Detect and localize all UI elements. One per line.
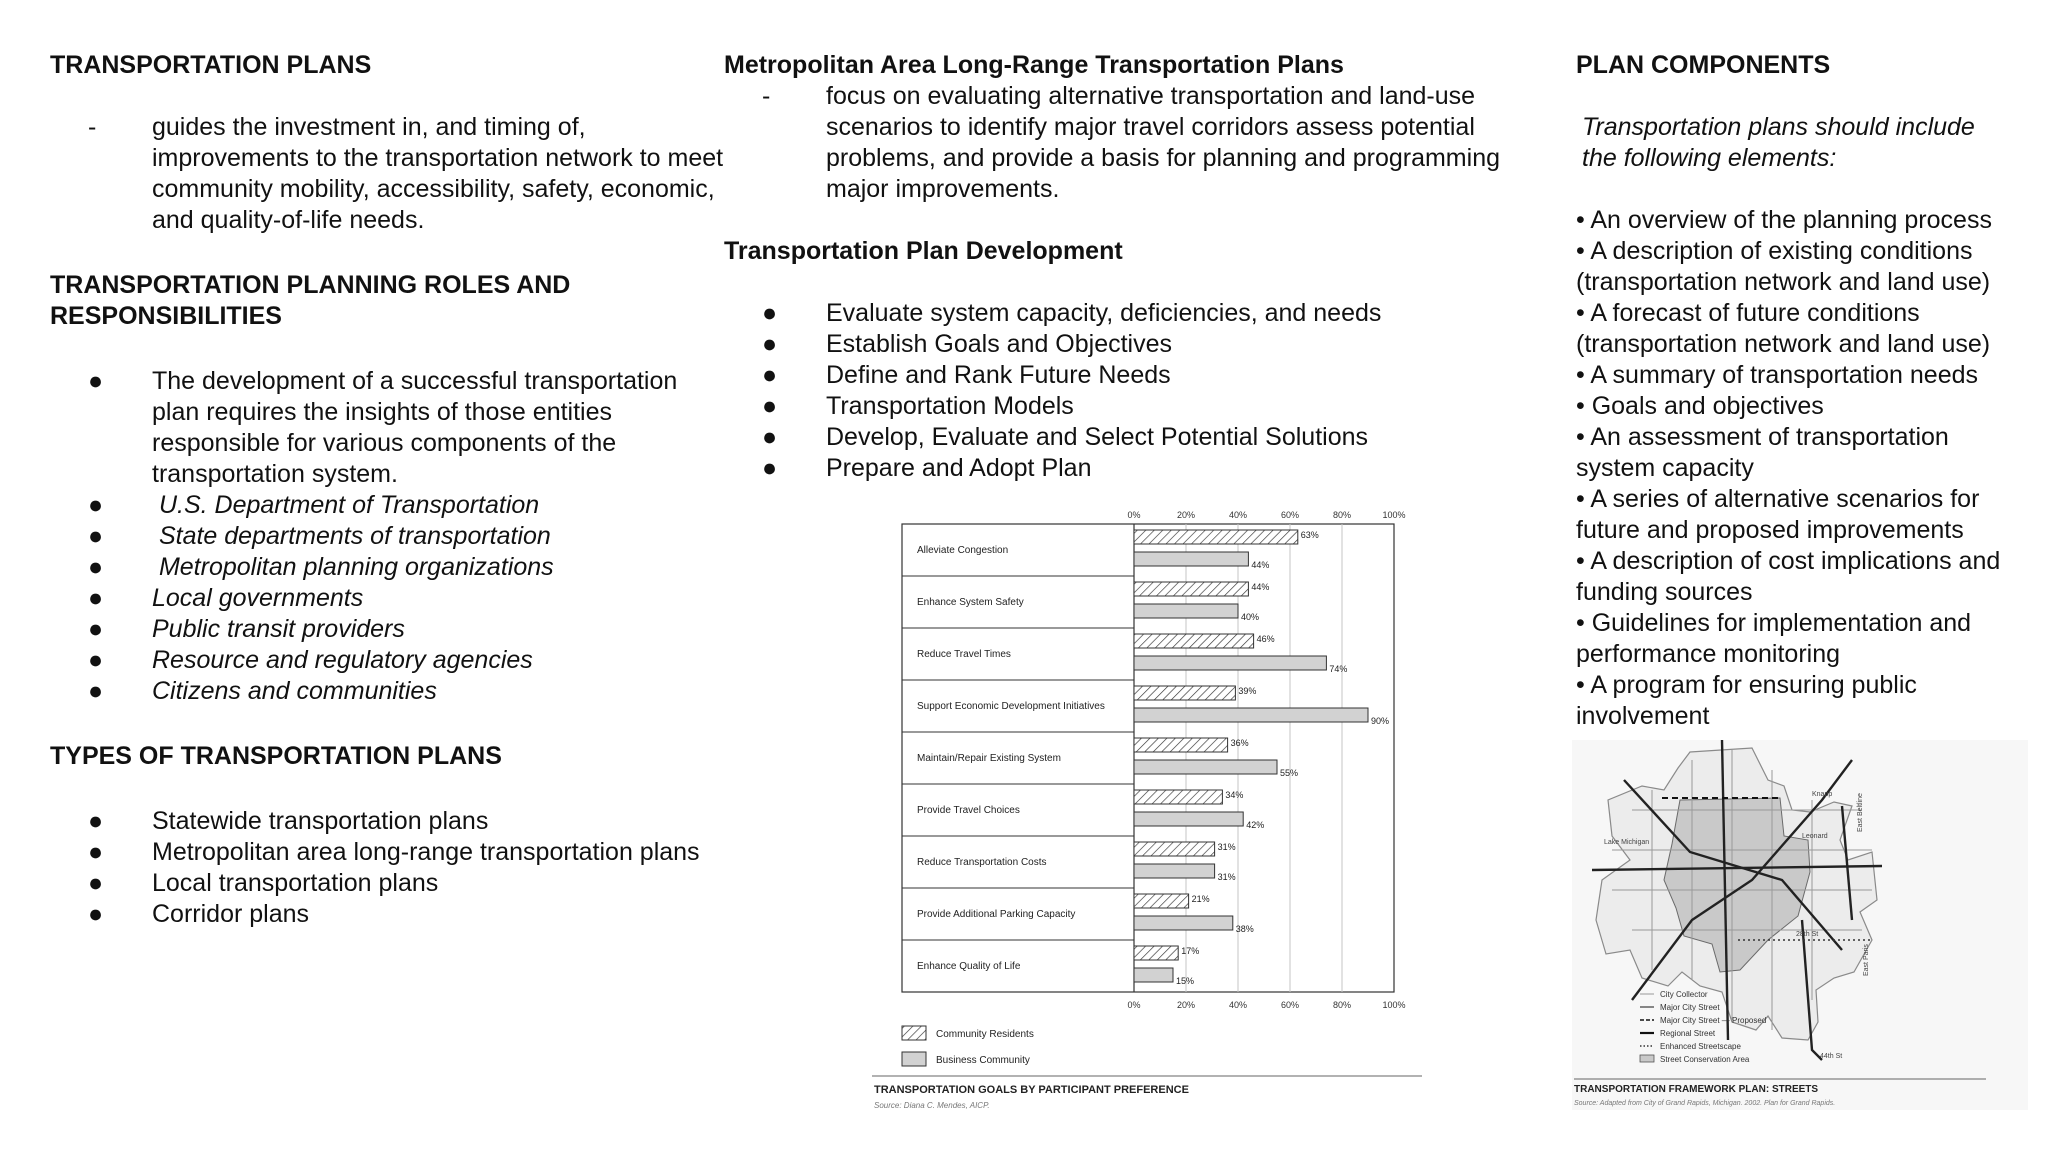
x-tick-label-bottom: 100%: [1382, 1000, 1406, 1010]
list-item: [50, 676, 730, 707]
bullet-marker: ●: [88, 838, 104, 866]
bullet-marker: ●: [88, 807, 104, 835]
bullet-marker: ●: [88, 900, 104, 928]
list-item: • An assessment of transportation system capacity: [1576, 423, 1949, 482]
bullet-marker: ●: [88, 615, 104, 643]
legend-swatch-community-residents: [902, 1026, 926, 1040]
data-label: 40%: [1241, 612, 1260, 622]
data-label: 38%: [1235, 924, 1254, 934]
legend-swatch-business-community: [902, 1052, 926, 1066]
framework-plan-map: [1572, 740, 2028, 1110]
bar-community-residents: [1134, 842, 1215, 856]
data-label: 42%: [1246, 820, 1265, 830]
map-legend-item: Regional Street: [1660, 1029, 1716, 1038]
chart-source: Source: Diana C. Mendes, AICP.: [874, 1101, 990, 1110]
legend-swatch: [1640, 1055, 1654, 1062]
bar-community-residents: [1134, 530, 1298, 544]
map-label-leonard: Leonard: [1802, 833, 1828, 840]
dash-marker: -: [762, 82, 771, 110]
metro-description-text: focus on evaluating alternative transportation and land-use scenarios to identify major travel corridors assess potential problems, and provide a basis for planning and programming major improvements.: [826, 82, 1500, 203]
list-item: [724, 329, 1564, 360]
step-text: Develop, Evaluate and Select Potential Solutions: [826, 423, 1369, 451]
chart-plot-area: [872, 510, 1422, 1110]
bullet-marker: ●: [762, 299, 778, 327]
goals-bar-chart: [870, 500, 1430, 1110]
map-label-east-beltline: East Beltline: [1857, 793, 1864, 832]
category-label: Enhance System Safety: [917, 597, 1024, 608]
roles-intro: [50, 366, 730, 490]
data-label: 34%: [1225, 790, 1244, 800]
heading-metro-plans: Metropolitan Area Long-Range Transportation Plans: [724, 51, 1344, 79]
list-item: [50, 868, 730, 899]
bullet-marker: ●: [762, 423, 778, 451]
map-legend-item: Major City Street — Proposed: [1660, 1016, 1767, 1025]
list-item: [50, 490, 730, 521]
category-label: Alleviate Congestion: [917, 545, 1009, 556]
category-label: Provide Travel Choices: [917, 805, 1020, 816]
bullet-marker: ●: [88, 646, 104, 674]
bullet-marker: ●: [88, 522, 104, 550]
list-item: • A series of alternative scenarios for future and proposed improvements: [1576, 485, 1980, 544]
data-label: 17%: [1181, 946, 1200, 956]
data-label: 36%: [1230, 738, 1249, 748]
data-label: 15%: [1176, 976, 1195, 986]
role-text: State departments of transportation: [152, 522, 551, 550]
bar-community-residents: [1134, 582, 1248, 596]
category-label: Provide Additional Parking Capacity: [917, 909, 1076, 920]
bar-business-community: [1134, 968, 1173, 982]
legend-label: Business Community: [936, 1055, 1030, 1066]
data-label: 44%: [1251, 560, 1270, 570]
bullet-marker: ●: [88, 677, 104, 705]
bar-business-community: [1134, 656, 1326, 670]
column-left: [50, 50, 730, 930]
x-tick-label-top: 0%: [1127, 510, 1141, 520]
chart-title: TRANSPORTATION GOALS BY PARTICIPANT PREFERENCE: [874, 1084, 1189, 1096]
bullet-marker: ●: [88, 869, 104, 897]
metro-description: [724, 81, 1564, 205]
x-tick-label-bottom: 60%: [1280, 1000, 1300, 1010]
bar-business-community: [1134, 916, 1233, 930]
bullet-marker: ●: [88, 367, 104, 395]
bar-business-community: [1134, 708, 1368, 722]
list-item: [50, 645, 730, 676]
data-label: 74%: [1329, 664, 1348, 674]
bar-community-residents: [1134, 686, 1235, 700]
category-label: Reduce Transportation Costs: [917, 857, 1047, 868]
list-item: [724, 391, 1564, 422]
bullet-marker: ●: [762, 454, 778, 482]
role-text: Citizens and communities: [152, 677, 437, 705]
components-intro: Transportation plans should include the following elements:: [1582, 113, 1975, 172]
type-text: Metropolitan area long-range transportation plans: [152, 838, 700, 866]
x-tick-label-top: 80%: [1332, 510, 1352, 520]
step-text: Evaluate system capacity, deficiencies, and needs: [826, 299, 1382, 327]
bullet-marker: ●: [88, 491, 104, 519]
bar-community-residents: [1134, 790, 1222, 804]
data-label: 21%: [1191, 894, 1210, 904]
list-item: • A summary of transportation needs: [1576, 361, 1979, 389]
list-item: [50, 521, 730, 552]
list-item: • A description of cost implications and funding sources: [1576, 547, 2001, 606]
bar-community-residents: [1134, 894, 1189, 908]
role-text: Resource and regulatory agencies: [152, 646, 533, 674]
type-text: Statewide transportation plans: [152, 807, 489, 835]
map-label-east-paris: East Paris: [1863, 944, 1870, 976]
bar-community-residents: [1134, 738, 1228, 752]
dash-marker: -: [88, 113, 97, 141]
bullet-marker: ●: [762, 330, 778, 358]
list-item: • An overview of the planning process: [1576, 206, 1992, 234]
list-item: • Guidelines for implementation and performance monitoring: [1576, 609, 1972, 668]
data-label: 55%: [1280, 768, 1299, 778]
map-source: Source: Adapted from City of Grand Rapids, Michigan. 2002. Plan for Grand Rapids.: [1574, 1100, 1836, 1107]
legend-label: Community Residents: [936, 1029, 1034, 1040]
bar-business-community: [1134, 812, 1243, 826]
category-label: Maintain/Repair Existing System: [917, 753, 1061, 764]
map-drawing: [1572, 740, 2028, 1110]
list-item: [50, 837, 730, 868]
data-label: 63%: [1300, 530, 1319, 540]
column-right: [1576, 50, 2016, 732]
roles-intro-text: The development of a successful transportation plan requires the insights of those entities responsible for various components of the transportation system.: [152, 367, 678, 488]
list-item: • Goals and objectives: [1576, 392, 1824, 420]
data-label: 90%: [1371, 716, 1390, 726]
data-label: 31%: [1217, 872, 1236, 882]
bar-business-community: [1134, 864, 1215, 878]
heading-plan-components: PLAN COMPONENTS: [1576, 51, 1831, 79]
step-text: Establish Goals and Objectives: [826, 330, 1173, 358]
bar-community-residents: [1134, 946, 1178, 960]
list-item: [724, 298, 1564, 329]
bar-community-residents: [1134, 634, 1254, 648]
role-text: Metropolitan planning organizations: [152, 553, 554, 581]
bar-business-community: [1134, 604, 1238, 618]
data-label: 44%: [1251, 582, 1270, 592]
list-item: • A forecast of future conditions (transportation network and land use): [1576, 299, 1991, 358]
bullet-marker: ●: [88, 584, 104, 612]
list-item: [50, 899, 730, 930]
data-label: 31%: [1217, 842, 1236, 852]
map-label-knapp: Knapp: [1812, 791, 1833, 798]
map-title: TRANSPORTATION FRAMEWORK PLAN: STREETS: [1574, 1084, 1819, 1095]
list-item: • A program for ensuring public involvement: [1576, 671, 1917, 730]
x-tick-label-top: 60%: [1280, 510, 1300, 520]
map-legend-item: Major City Street: [1660, 1003, 1720, 1012]
bullet-marker: ●: [88, 553, 104, 581]
x-tick-label-bottom: 0%: [1127, 1000, 1141, 1010]
map-legend-item: Street Conservation Area: [1660, 1055, 1750, 1064]
list-item: [724, 422, 1564, 453]
x-tick-label-bottom: 80%: [1332, 1000, 1352, 1010]
bar-business-community: [1134, 760, 1277, 774]
map-label-44th: 44th St: [1820, 1053, 1843, 1060]
x-tick-label-top: 100%: [1382, 510, 1406, 520]
map-label-28th: 28th St: [1796, 931, 1819, 938]
category-label: Reduce Travel Times: [917, 649, 1011, 660]
column-middle: [724, 50, 1564, 484]
bar-business-community: [1134, 552, 1248, 566]
list-item: • A description of existing conditions (transportation network and land use): [1576, 237, 1991, 296]
plans-description: [50, 112, 730, 236]
list-item: [50, 806, 730, 837]
category-label: Enhance Quality of Life: [917, 961, 1021, 972]
type-text: Local transportation plans: [152, 869, 439, 897]
heading-transportation-plans: TRANSPORTATION PLANS: [50, 51, 372, 79]
heading-roles-line2: RESPONSIBILITIES: [50, 302, 282, 330]
x-tick-label-bottom: 20%: [1176, 1000, 1196, 1010]
map-legend-item: City Collector: [1660, 990, 1708, 999]
list-item: [724, 453, 1564, 484]
step-text: Transportation Models: [826, 392, 1074, 420]
role-text: Local governments: [152, 584, 364, 612]
bullet-marker: ●: [762, 361, 778, 389]
list-item: [50, 583, 730, 614]
list-item: [50, 614, 730, 645]
heading-roles-line1: TRANSPORTATION PLANNING ROLES AND: [50, 271, 571, 299]
plans-description-text: guides the investment in, and timing of, improvements to the transportation network to meet community mobility, accessibility, safety, economic, and quality-of-life needs.: [152, 113, 724, 234]
x-tick-label-top: 20%: [1176, 510, 1196, 520]
type-text: Corridor plans: [152, 900, 310, 928]
step-text: Prepare and Adopt Plan: [826, 454, 1092, 482]
x-tick-label-top: 40%: [1228, 510, 1248, 520]
role-text: Public transit providers: [152, 615, 405, 643]
data-label: 39%: [1238, 686, 1257, 696]
list-item: [50, 552, 730, 583]
heading-plan-development: Transportation Plan Development: [724, 237, 1123, 265]
role-text: U.S. Department of Transportation: [152, 491, 540, 519]
map-label-lake-michigan: Lake Michigan: [1604, 839, 1650, 846]
heading-types: TYPES OF TRANSPORTATION PLANS: [50, 742, 502, 770]
category-label: Support Economic Development Initiatives: [917, 701, 1105, 712]
heading-roles: [50, 270, 730, 332]
bullet-marker: ●: [762, 392, 778, 420]
x-tick-label-bottom: 40%: [1228, 1000, 1248, 1010]
map-legend-item: Enhanced Streetscape: [1660, 1042, 1741, 1051]
list-item: [724, 360, 1564, 391]
data-label: 46%: [1256, 634, 1275, 644]
step-text: Define and Rank Future Needs: [826, 361, 1171, 389]
